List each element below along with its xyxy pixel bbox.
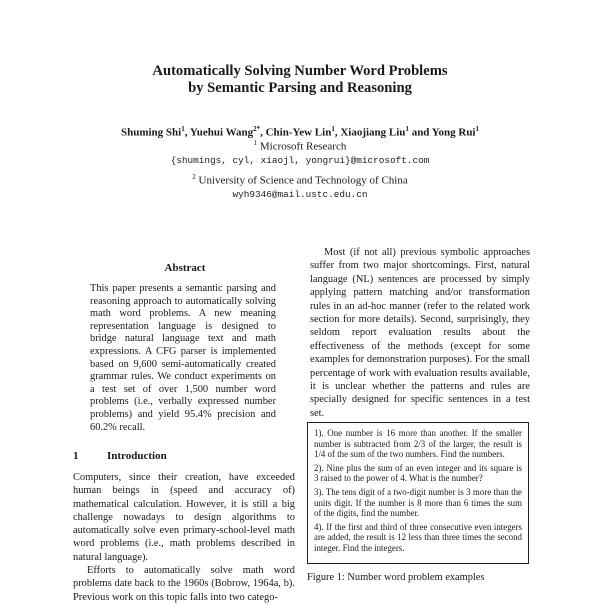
figure-problem: 4). If the first and third of three consecutive even integers are added, the result is 12 less than three times the second integer. Find the integers. [314, 521, 522, 553]
title-line-1: Automatically Solving Number Word Problems [152, 63, 448, 79]
section-heading-introduction [73, 450, 288, 462]
affiliation-name: University of Science and Technology of China [198, 174, 408, 187]
right-column-paragraph: Most (if not all) previous symbolic approaches suffer from two major shortcomings. First, natural language (NL) sentences are processed by simply applying pattern matching and/or transformation rules in an ad-hoc manner (refer to the related work section for more details). Second, surprisingly, they seldom report evaluation results about the effectiveness of the methods (except for some examples for demonstration purposes). For the small percentage of work with evaluation results available, it is unclear whether the patterns and rules are specially designed for specific sentences in a test set. [310, 247, 530, 419]
intro-paragraph-1: Computers, since their creation, have exceeded human beings in (speed and accuracy of) mathematical calculation. However, it is still a big challenge nowadays to design algorithms to automatically solve even primary-school-level math word problems (i.e., math problems described in natural language). [73, 472, 295, 563]
figure-problem: 3). The tens digit of a two-digit number is 3 more than the units digit. If the number is 8 more than 6 times the sum of the digits, find the number. [314, 486, 522, 519]
author-name: Chin-Yew Lin [265, 126, 332, 139]
author-mark: 2* [253, 125, 261, 133]
author-and: and [411, 126, 430, 139]
affiliation-2 [0, 171, 600, 188]
affiliation-name: Microsoft Research [259, 140, 347, 153]
intro-paragraph-2: Efforts to automatically solve math word problems date back to the 1960s (Bobrow, 1964a, b). Previous work on this topic falls into two catego- [73, 565, 295, 603]
author-name: Xiaojiang Liu [340, 126, 406, 139]
author-mark: 1 [331, 125, 335, 133]
author-mark: 1 [181, 125, 185, 133]
author-name: Shuming Shi [120, 126, 182, 139]
author-mark: 1 [405, 125, 409, 133]
affiliation-1 [0, 137, 600, 154]
title-line-2: by Semantic Parsing and Reasoning [188, 80, 412, 96]
abstract-text: This paper presents a semantic parsing and reasoning approach to automatically solving math word problems. A new meaning representation language is designed to bridge natural language text and math expressions. A CFG parser is implemented based on 9,600 semi-automatically created grammar rules. We conduct experiments on a test set of over 1,500 number word problems (i.e., verbally expressed number problems) and yield 95.4% precision and 60.2% recall. [90, 283, 276, 433]
author-name: Yuehui Wang [189, 126, 254, 139]
author-separator: , [184, 126, 190, 139]
section-title: Introduction [107, 450, 167, 462]
section-number: 1 [73, 450, 79, 462]
figure-box [307, 422, 529, 564]
figure-problem: 1). One number is 16 more than another. If the smaller number is subtracted from 2/3 of the larger, the result is 1/4 of the sum of the two numbers. Find the numbers. [314, 428, 522, 460]
abstract-heading: Abstract [164, 262, 206, 274]
paper-title [0, 63, 600, 97]
author-separator: , [260, 126, 266, 139]
figure-caption: Figure 1: Number word problem examples [307, 572, 485, 583]
affiliation-mark: 2 [192, 173, 196, 181]
affiliation-2-email: wyh9346@mail.ustc.edu.cn [232, 189, 368, 200]
author-mark: 1 [475, 125, 479, 133]
affiliation-mark: 1 [253, 139, 258, 147]
author-name: Yong Rui [431, 126, 476, 139]
author-separator: , [334, 126, 341, 139]
introduction-body [73, 471, 295, 604]
affiliation-1-email: {shumings, cyl, xiaojl, yongrui}@microsoft.com [170, 155, 430, 166]
figure-problem: 2). Nine plus the sum of an even integer and its square is 3 raised to the power of 4. What is the number? [314, 462, 522, 484]
